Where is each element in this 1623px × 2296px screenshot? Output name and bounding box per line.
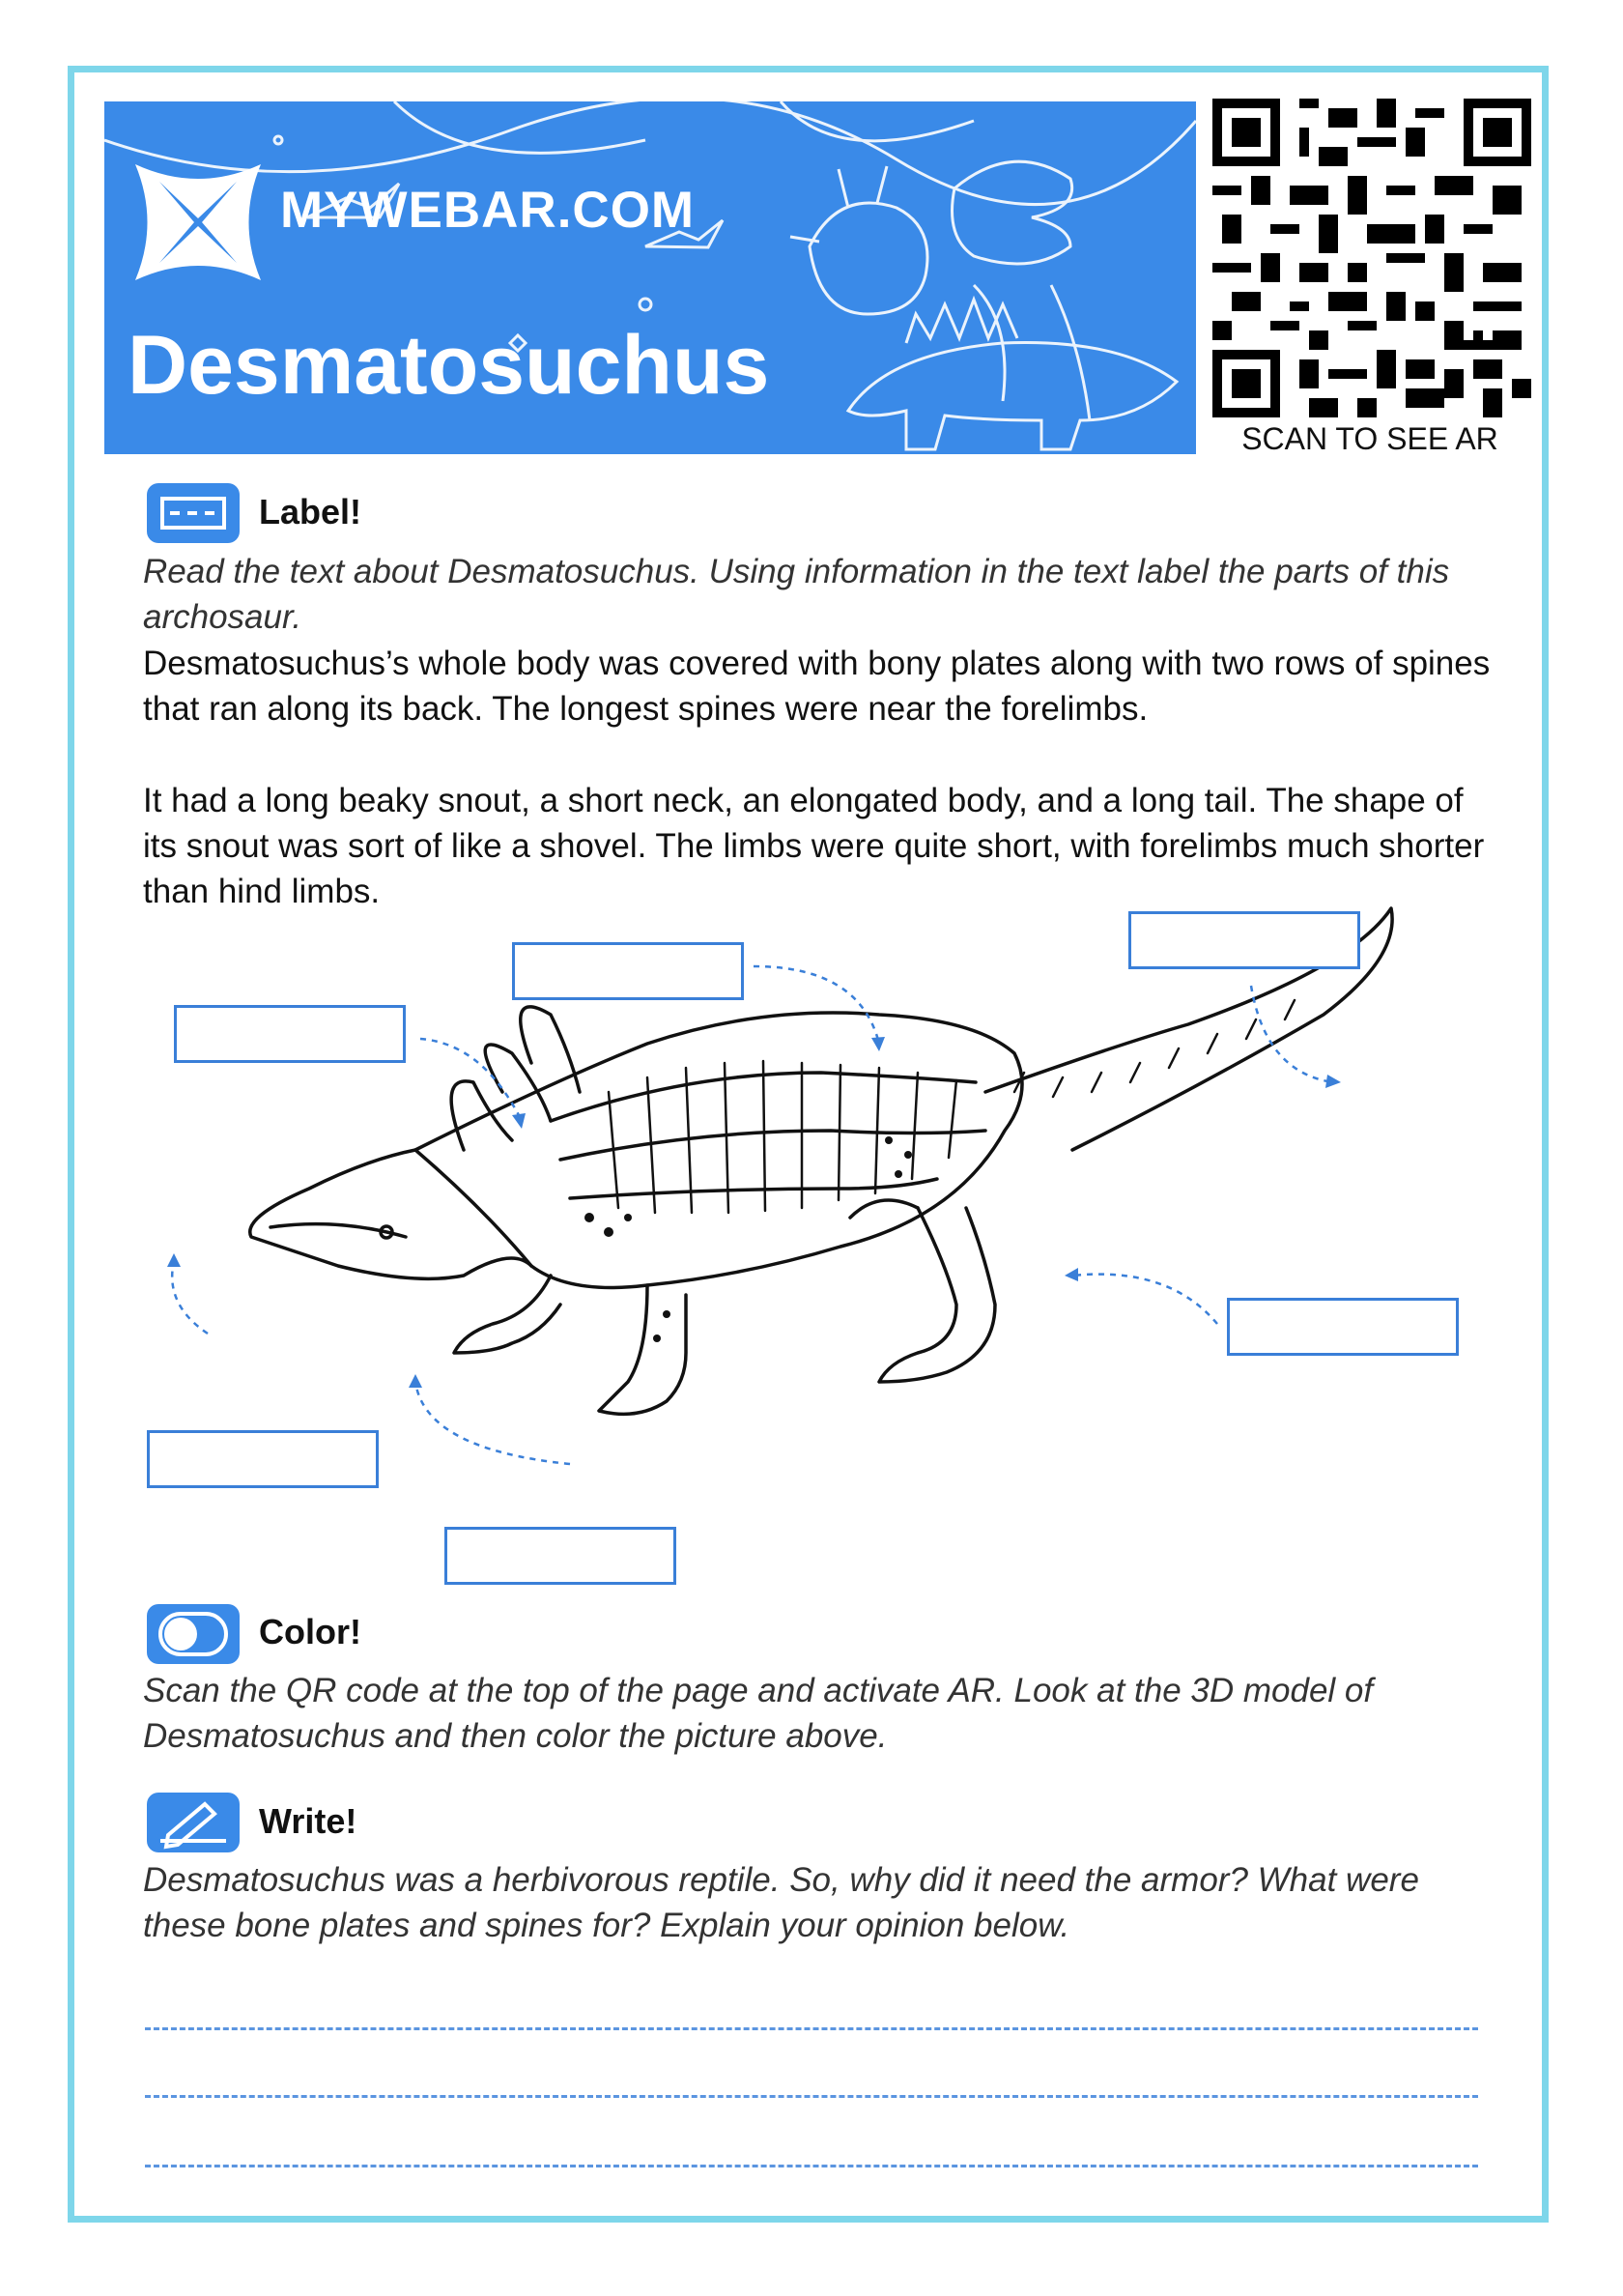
- label-answer-box[interactable]: [1128, 911, 1360, 969]
- label-paragraph-1: Desmatosuchus’s whole body was covered with bony plates along with two rows of spines that ran along its back. The longest spines were near the forelimbs.: [143, 645, 1491, 728]
- mywebar-logo-icon: [130, 155, 266, 290]
- header-banner: [104, 101, 1196, 454]
- color-heading: Color!: [259, 1612, 361, 1651]
- label-heading: Label!: [259, 492, 362, 531]
- write-heading: Write!: [259, 1801, 357, 1841]
- answer-line[interactable]: [145, 2027, 1478, 2030]
- answer-line[interactable]: [145, 2165, 1478, 2167]
- label-instruction: Read the text about Desmatosuchus. Using information in the text label the parts of this archosaur.: [143, 553, 1450, 636]
- color-instruction: Scan the QR code at the top of the page and activate AR. Look at the 3D model of Desmatosuchus and then color the picture above.: [143, 1672, 1374, 1755]
- label-answer-box[interactable]: [512, 942, 744, 1000]
- page-title: Desmatosuchus: [128, 319, 770, 412]
- write-instruction: Desmatosuchus was a herbivorous reptile. So, why did it need the armor? What were these bone plates and spines for? Explain your opinion below.: [143, 1861, 1419, 1944]
- toggle-icon: [147, 1604, 240, 1664]
- qr-code-icon[interactable]: [1212, 99, 1531, 417]
- label-answer-box[interactable]: [444, 1527, 676, 1585]
- answer-line[interactable]: [145, 2095, 1478, 2098]
- label-answer-box[interactable]: [174, 1005, 406, 1063]
- label-answer-box[interactable]: [147, 1430, 379, 1488]
- qr-caption: SCAN TO SEE AR: [1241, 421, 1498, 456]
- label-box-icon: [147, 483, 240, 543]
- label-answer-box[interactable]: [1227, 1298, 1459, 1356]
- label-paragraph-2: It had a long beaky snout, a short neck, an elongated body, and a long tail. The shape of its snout was sort of like a shovel. The limbs were quite short, with forelimbs much shorter than hind limbs.: [143, 782, 1485, 910]
- pencil-write-icon: [147, 1793, 240, 1852]
- brand-name: MYWEBAR.COM: [280, 182, 696, 239]
